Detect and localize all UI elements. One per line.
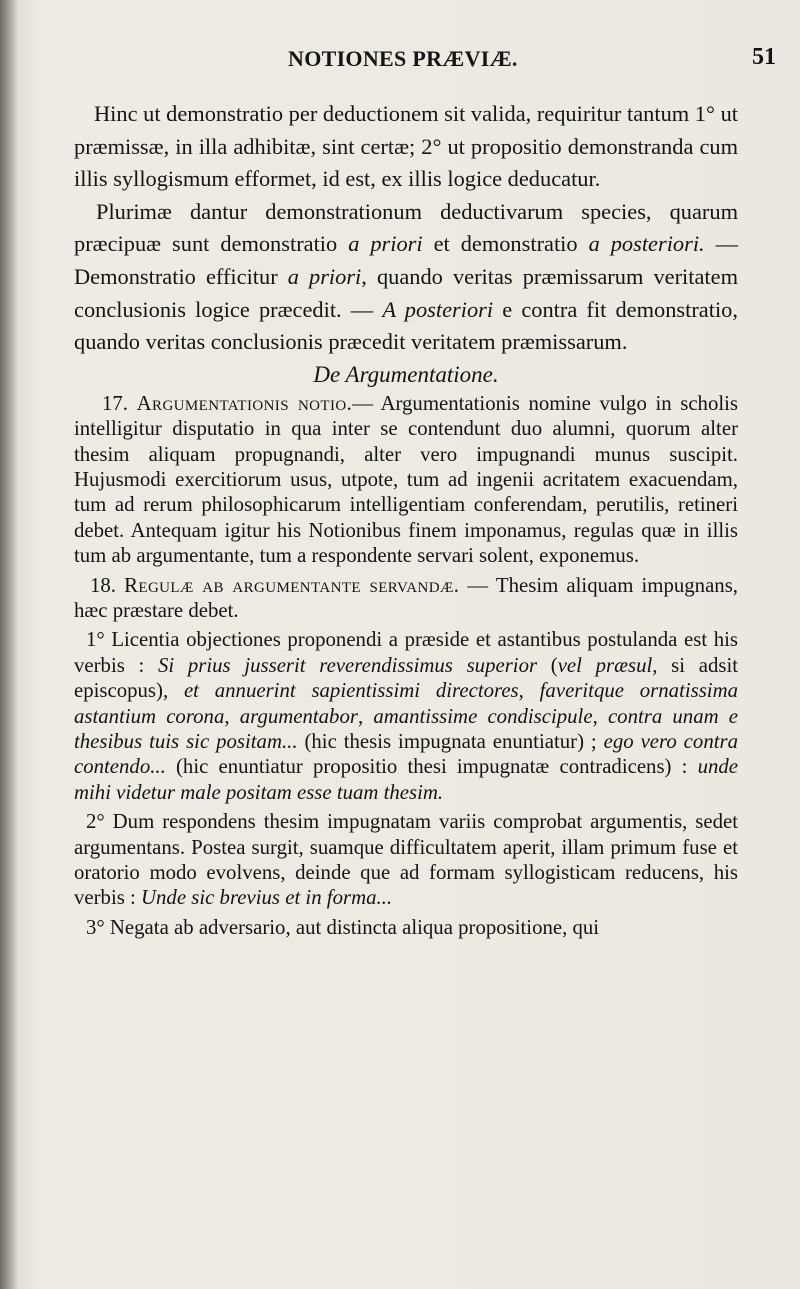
paragraph-rule-3: 3° Negata ab adversario, aut distincta aliqua propositione, qui — [86, 915, 600, 939]
paragraph-rule-2 — [74, 809, 738, 911]
text-run: Plurimæ dantur demonstrationum deductivarum species, quarum præcipuæ sunt demonstratio — [74, 198, 738, 257]
text-run: , quando veritas præmissarum veritatem conclusionis logice præcedit. — — [74, 263, 738, 322]
page-number: 51 — [752, 44, 776, 70]
text-run: , — [518, 679, 540, 703]
text-run: e contra fit demonstratio, quando veritas conclusionis præcedit veritatem præmissarum. — [74, 296, 738, 355]
text-run: 2° Dum respondens thesim impugnatam variis comprobat argumentis, sedet argumentans. Postea surgit, suamque difficultatem aperit, illam primum fuse et oratorio modo evolvens, deinde que ad formam syllogisticam reducens, his verbis : — [74, 810, 738, 910]
running-title: NOTIONES PRÆVIÆ. — [288, 46, 518, 71]
text-run: — Argumentationis nomine vulgo in scholis intelligitur disputatio in qua inter se contendunt duo alumni, quorum alter thesim aliquam propugnandi, alter vero impugnandi munus suscipit. Hujusmodi exercitiorum usus, utpote, tum ad ingenii acritatem exacuendam, tum ad rerum philosophicarum intelligentiam conferendam, perutilis, retineri debet. Antequam igitur his Notionibus finem imponamus, regulas quæ in illis tum ab argumentante, tum a respondente servari solent, exponemus. — [74, 391, 739, 568]
text-run: et demonstratio — [422, 231, 589, 257]
italic-term: a priori — [287, 263, 362, 289]
italic-term: a priori — [348, 231, 423, 257]
text-run: ( — [537, 653, 558, 677]
section-number: 18. — [90, 573, 116, 597]
paragraph-17-argumentationis-notio — [74, 391, 738, 569]
section-number: 17. — [102, 391, 128, 415]
text-run: , — [592, 704, 608, 728]
section-label: Argumentationis notio. — [136, 391, 353, 415]
section-label: Regulæ ab argumentante servandæ. — [124, 573, 460, 597]
italic-formula: vel præsul — [557, 653, 653, 677]
text-run: — Demonstratio efficitur — [74, 231, 739, 289]
text-run: 1° Licentia objectiones proponendi a præside et astantibus postulanda est his verbis : — [74, 628, 738, 677]
italic-formula: argumentabor — [239, 704, 358, 728]
italic-term: A posteriori — [382, 296, 494, 322]
section-heading: De Argumentatione. — [313, 361, 499, 387]
paragraph-rule-1 — [74, 627, 738, 805]
paragraph-demonstration-species — [74, 196, 738, 359]
paragraph-deduction-validity: Hinc ut demonstratio per deductionem sit valida, requiritur tantum 1° ut præmissæ, in illa adhibitæ, sint certæ; 2° ut propositio demonstranda cum illis syllogismum efformet, id est, ex illis logice deducatur. — [74, 101, 738, 192]
text-run: (hic enuntiatur propositio thesi impugnatæ contradicens) : — [165, 755, 698, 779]
italic-formula: contra unam e thesibus tuis sic positam... — [74, 704, 738, 754]
italic-formula: Si prius jusserit reverendissimus superior — [158, 653, 538, 677]
italic-formula: ego vero contra contendo... — [74, 730, 738, 779]
body-text — [74, 98, 738, 940]
italic-formula: Unde sic brevius et in forma... — [141, 886, 393, 910]
text-run: , — [357, 704, 374, 728]
italic-term: a posteriori. — [588, 231, 705, 257]
text-run: (hic thesis impugnata enuntiatur) ; — [297, 730, 604, 754]
text-run: , — [224, 704, 240, 728]
italic-formula: amantissime condiscipule — [373, 704, 593, 728]
running-header — [0, 46, 800, 76]
paragraph-18-regulae — [74, 573, 738, 624]
italic-formula: unde mihi videtur male positam esse tuam thesim. — [74, 755, 738, 804]
text-run: , si adsit episcopus), — [74, 653, 739, 703]
italic-formula: et annuerint sapientissimi directores — [183, 679, 519, 703]
page-gutter-shadow — [0, 0, 18, 1289]
text-run: — Thesim aliquam impugnans, hæc præstare debet. — [74, 573, 738, 622]
italic-formula: faveritque ornatissima astantium corona — [74, 679, 739, 728]
